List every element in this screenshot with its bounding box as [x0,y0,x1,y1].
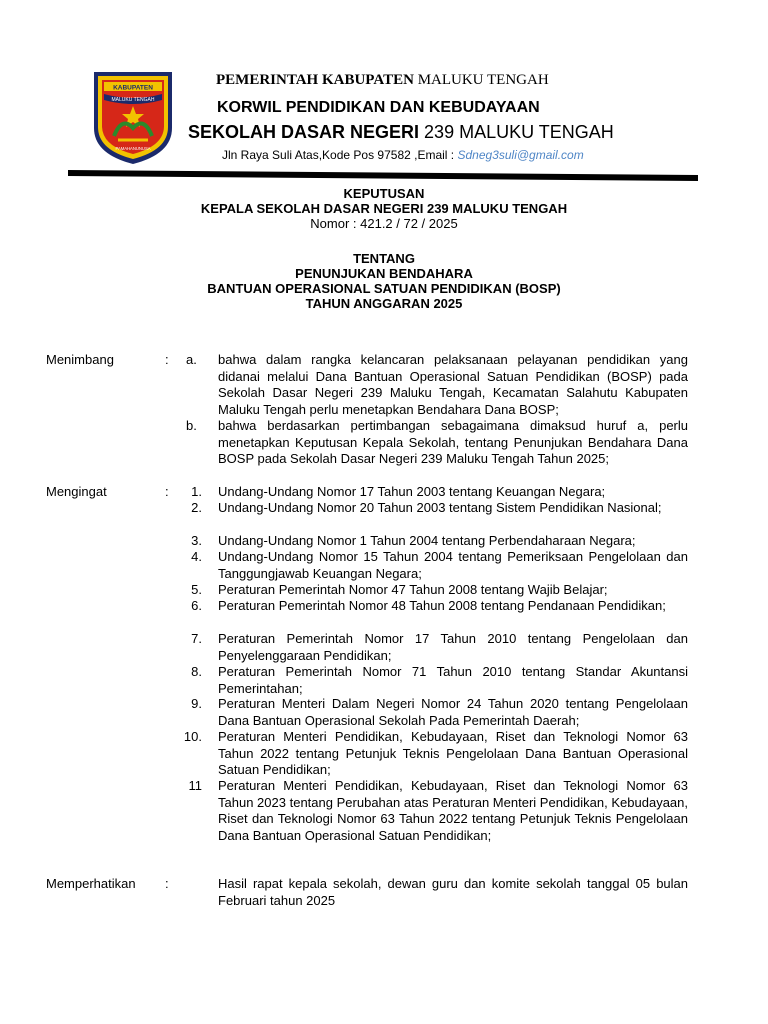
item-number: 8. [191,664,202,679]
menimbang-colon: : [165,352,169,367]
email-link[interactable]: Sdneg3suli@gmail.com [457,148,584,162]
logo-ribbon-text: MALUKU TENGAH [111,97,155,103]
item-marker: b. [186,418,197,433]
item-text: Peraturan Menteri Pendidikan, Kebudayaan, Riset dan Teknologi Nomor 63 Tahun 2022 tentang Petunjuk Teknis Pengelolaan Dana Bantuan Operasional Satuan Pendidikan; [218,729,688,777]
about-heading [0,251,768,311]
about-line-3: TAHUN ANGGARAN 2025 [305,296,463,311]
item-number: 3. [191,533,202,548]
item-text: Undang-Undang Nomor 15 Tahun 2004 tentang Pemeriksaan Pengelolaan dan Tanggungjawab Keuangan Negara; [218,549,688,581]
item-text: Peraturan Menteri Dalam Negeri Nomor 24 Tahun 2020 tentang Pengelolaan Dana Bantuan Operasional Sekolah Pada Pemerintah Daerah; [218,696,688,728]
header-office: KORWIL PENDIDIKAN DAN KEBUDAYAAN [217,99,540,116]
header-school-bold: SEKOLAH DASAR NEGERI [188,122,420,142]
item-text: Peraturan Pemerintah Nomor 47 Tahun 2008 tentang Wajib Belajar; [218,582,608,597]
about-title: TENTANG [353,251,415,266]
header-government-bold: PEMERINTAH KABUPATEN [216,72,414,88]
header-address [222,148,584,162]
item-number: 7. [191,631,202,646]
header-government [216,72,549,89]
item-text: Hasil rapat kepala sekolah, dewan guru dan komite sekolah tanggal 05 bulan Februari tahun 2025 [218,876,688,908]
item-text: Peraturan Pemerintah Nomor 17 Tahun 2010 tentang Pengelolaan dan Penyelenggaraan Pendidikan; [218,631,688,663]
item-number: 10. [183,729,202,744]
about-line-1: PENUNJUKAN BENDAHARA [295,266,473,281]
memperhatikan-colon: : [165,876,169,891]
logo-top-text: KABUPATEN [113,84,153,92]
header-school [188,122,614,143]
mengingat-label: Mengingat [46,484,107,499]
decision-heading [0,186,768,231]
header-government-regular: MALUKU TENGAH [417,72,549,88]
menimbang-label: Menimbang [46,352,114,367]
memperhatikan-label: Memperhatikan [46,876,136,891]
regency-coat-of-arms-icon [92,70,174,166]
item-number: 5. [191,582,202,597]
item-number: 2. [191,500,202,515]
about-line-2: BANTUAN OPERASIONAL SATUAN PENDIDIKAN (BOSP) [207,281,561,296]
item-number: 4. [191,549,202,564]
item-marker: a. [186,352,197,367]
item-text: bahwa berdasarkan pertimbangan sebagaimana dimaksud huruf a, perlu menetapkan Keputusan Kepala Sekolah, tentang Penunjukan Bendahara Dana BOSP pada Sekolah Dasar Negeri 239 Maluku Tengah Tahun 2025; [218,418,688,466]
address-text: Jln Raya Suli Atas,Kode Pos 97582 ,Email : [222,148,455,162]
item-number: 6. [191,598,202,613]
item-number: 1. [191,484,202,499]
item-text: bahwa dalam rangka kelancaran pelaksanaan pelayanan pendidikan yang didanai melalui Dana Bantuan Operasional Satuan Pendidikan (BOSP) pada Sekolah Dasar Negeri 239 Maluku Tengah, Kecamatan Salahutu Kabupaten Maluku Tengah perlu menetapkan Bendahara Dana BOSP; [218,352,688,417]
decision-title: KEPUTUSAN [343,186,425,201]
item-number: 11 [188,778,202,793]
letterhead-divider [68,168,698,184]
item-text: Peraturan Pemerintah Nomor 48 Tahun 2008 tentang Pendanaan Pendidikan; [218,598,666,613]
item-text: Undang-Undang Nomor 1 Tahun 2004 tentang Perbendaharaan Negara; [218,533,636,548]
decision-number: Nomor : 421.2 / 72 / 2025 [310,216,458,231]
header-school-regular: 239 MALUKU TENGAH [424,122,614,142]
item-text: Undang-Undang Nomor 20 Tahun 2003 tentang Sistem Pendidikan Nasional; [218,500,662,515]
mengingat-colon: : [165,484,169,499]
decision-subtitle: KEPALA SEKOLAH DASAR NEGERI 239 MALUKU TENGAH [200,201,568,216]
item-text: Peraturan Pemerintah Nomor 71 Tahun 2010 tentang Standar Akuntansi Pemerintahan; [218,664,688,696]
item-number: 9. [191,696,202,711]
item-text: Peraturan Menteri Pendidikan, Kebudayaan, Riset dan Teknologi Nomor 63 Tahun 2023 tentang Perubahan atas Peraturan Menteri Pendidikan, Kebudayaan, Riset dan Teknologi Nomor 63 Tahun 2022 tentang Petunjuk Teknis Pengelolaan Dana Bantuan Operasional Satuan Pendidikan; [218,778,688,843]
item-text: Undang-Undang Nomor 17 Tahun 2003 tentang Keuangan Negara; [218,484,606,499]
logo-bottom-text: PAMAHANUNUSA [115,146,151,151]
